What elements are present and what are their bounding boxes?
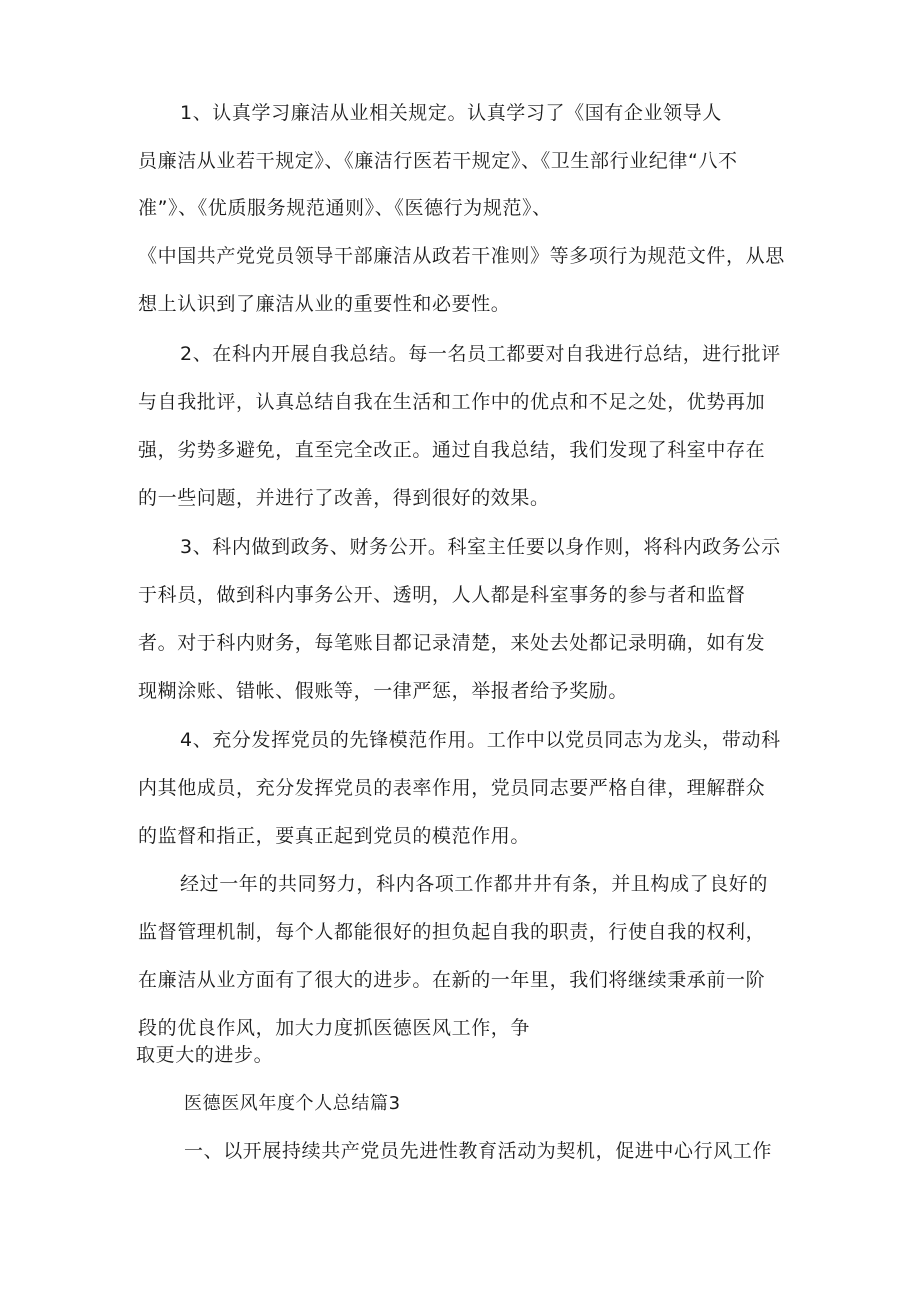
paragraph-5-line-1: 经过一年的共同努力，科内各项工作都井井有条，并且构成了良好的 bbox=[180, 873, 769, 895]
section-first-line: 一、以开展持续共产党员先进性教育活动为契机，促进中心行风工作 bbox=[184, 1140, 773, 1162]
paragraph-2-line-2: 与自我批评，认真总结自我在生活和工作中的优点和不足之处，优势再加 bbox=[138, 391, 766, 413]
paragraph-2-line-1: 2、在科内开展自我总结。每一名员工都要对自我进行总结，进行批评 bbox=[180, 343, 781, 365]
paragraph-1-line-2: 员廉洁从业若干规定》、《廉洁行医若干规定》、《卫生部行业纪律“八不 bbox=[138, 150, 738, 172]
paragraph-1-line-3: 准”》、《优质服务规范通则》、《医德行为规范》、 bbox=[138, 197, 552, 219]
paragraph-5-line-3: 在廉洁从业方面有了很大的进步。在新的一年里，我们将继续秉承前一阶 bbox=[138, 969, 766, 991]
paragraph-4-line-2: 内其他成员，充分发挥党员的表率作用，党员同志要严格自律，理解群众 bbox=[138, 777, 766, 799]
section-title: 医德医风年度个人总结篇3 bbox=[184, 1093, 401, 1114]
paragraph-5-line-2: 监督管理机制，每个人都能很好的担负起自我的职责，行使自我的权利， bbox=[138, 921, 766, 943]
paragraph-1-line-5: 想上认识到了廉洁从业的重要性和必要性。 bbox=[138, 293, 511, 315]
paragraph-5-line-5: 取更大的进步。 bbox=[136, 1044, 274, 1066]
paragraph-2-line-3: 强，劣势多避免，直至完全改正。通过自我总结，我们发现了科室中存在 bbox=[138, 439, 766, 461]
paragraph-3-line-4: 现糊涂账、错帐、假账等，一律严惩，举报者给予奖励。 bbox=[138, 680, 629, 702]
paragraph-2-line-4: 的一些问题，并进行了改善，得到很好的效果。 bbox=[138, 487, 550, 509]
paragraph-3-line-3: 者。对于科内财务，每笔账目都记录清楚，来处去处都记录明确，如有发 bbox=[138, 632, 766, 654]
paragraph-3-line-1: 3、科内做到政务、财务公开。科室主任要以身作则，将科内政务公示 bbox=[180, 536, 781, 558]
paragraph-4-line-3: 的监督和指正，要真正起到党员的模范作用。 bbox=[138, 825, 531, 847]
paragraph-1-line-4: 《中国共产党党员领导干部廉洁从政若干准则》等多项行为规范文件，从思 bbox=[138, 245, 785, 267]
paragraph-5-line-4: 段的优良作风，加大力度抓医德医风工作，争 bbox=[138, 1017, 531, 1039]
paragraph-4-line-1: 4、充分发挥党员的先锋模范作用。工作中以党员同志为龙头，带动科 bbox=[180, 729, 781, 751]
paragraph-3-line-2: 于科员，做到科内事务公开、透明，人人都是科室事务的参与者和监督 bbox=[138, 584, 746, 606]
paragraph-1-line-1: 1、认真学习廉洁从业相关规定。认真学习了《国有企业领导人 bbox=[180, 102, 722, 124]
